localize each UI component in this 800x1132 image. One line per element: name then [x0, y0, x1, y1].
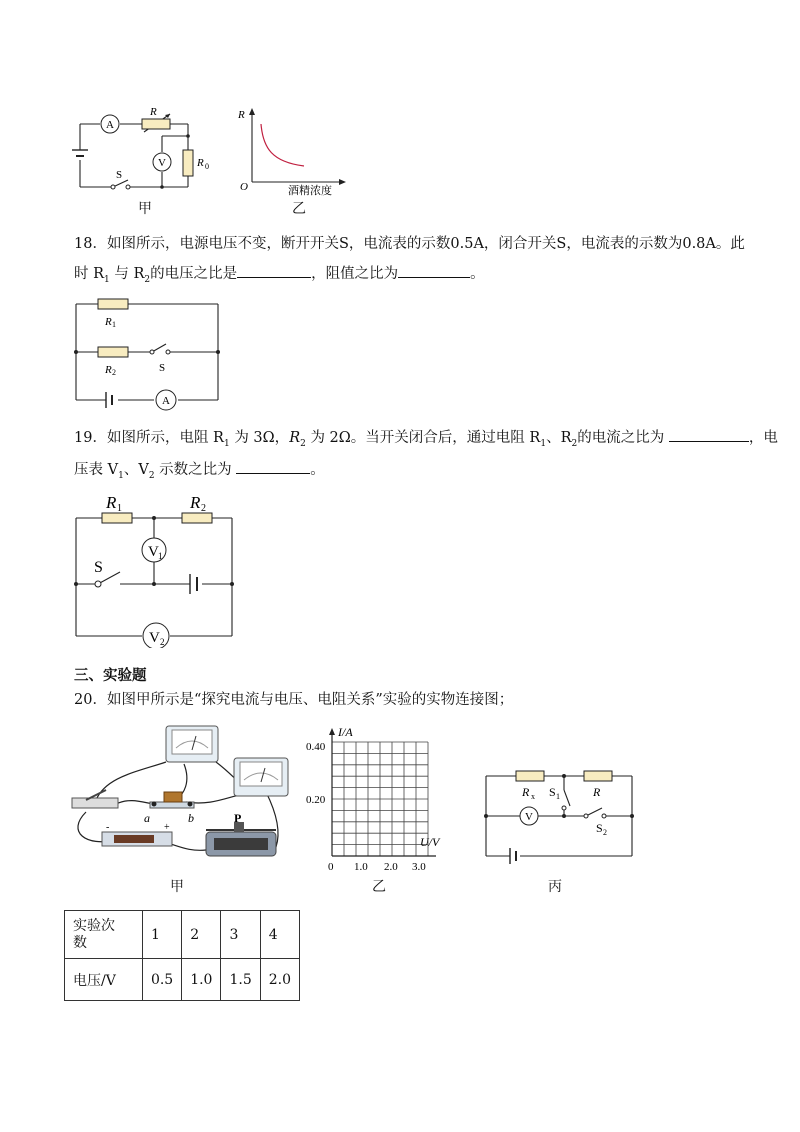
svg-text:S: S	[549, 785, 556, 799]
fig17-graph	[232, 104, 352, 196]
svg-text:A: A	[162, 395, 170, 407]
xtick-0: 0	[328, 861, 334, 873]
label-r: R	[150, 106, 157, 118]
section3-title: 三、实验题	[74, 668, 147, 684]
resistor-r2-icon	[182, 513, 212, 523]
ytick-040: 0.40	[306, 741, 326, 753]
svg-text:a: a	[144, 811, 150, 825]
svg-text:R: R	[593, 785, 601, 799]
resistor-device-icon	[164, 792, 182, 802]
q20-caption-middle: 乙	[372, 879, 386, 895]
table-cell: 1.0	[182, 959, 221, 1001]
svg-text:V: V	[148, 544, 159, 560]
q20-apparatus	[66, 722, 306, 872]
xtick-3: 3.0	[412, 861, 426, 873]
table-cell: 1.5	[221, 959, 260, 1001]
table-header-voltage: 电压/V	[65, 959, 143, 1001]
q20-line1: 20．如图甲所示是“探究电流与电压、电阻关系”实验的实物连接图；	[74, 692, 514, 708]
q20-data-table	[64, 910, 300, 1001]
q20-circuit	[476, 760, 646, 870]
ytick-020: 0.20	[306, 794, 326, 806]
resistor-r1-icon	[102, 513, 132, 523]
resistor-r-icon	[584, 771, 612, 781]
table-cell: 0.5	[142, 959, 181, 1001]
meter-a-label: A	[106, 119, 114, 131]
fig17-caption-right: 乙	[292, 201, 306, 217]
q18-blank-1[interactable]	[237, 259, 311, 278]
q18-line1: 18．如图所示，电源电压不变，断开开关S，电流表的示数0.5A，闭合开关S，电流表的示数为0.8A。此	[74, 236, 745, 252]
q20-grid-graph	[298, 722, 448, 874]
table-row	[65, 911, 300, 959]
meter-v-label: V	[158, 157, 166, 169]
svg-text:U/V: U/V	[420, 835, 440, 849]
svg-text:2: 2	[112, 368, 116, 377]
xtick-2: 2.0	[384, 861, 398, 873]
svg-text:R: R	[106, 493, 117, 512]
label-s: S	[116, 169, 123, 181]
svg-text:I/A: I/A	[338, 725, 353, 739]
svg-text:b: b	[188, 811, 194, 825]
q18-line2: 时 $R_1$ 与 $R_2$的电压之比是 ，阻值之比为 。	[74, 258, 485, 296]
resistor-r0-icon	[183, 150, 193, 176]
svg-text:S: S	[596, 821, 603, 835]
q19-circuit	[66, 488, 246, 648]
svg-text:R: R	[190, 493, 201, 512]
resistor-r2-icon	[98, 347, 128, 357]
table-header-trial: 实验次 数	[65, 911, 143, 959]
resistor-rx-icon	[516, 771, 544, 781]
svg-text:2: 2	[160, 637, 165, 647]
table-cell: 2	[182, 911, 221, 959]
svg-text:S: S	[94, 559, 103, 576]
svg-text:P: P	[234, 811, 242, 825]
resistance-curve	[261, 124, 304, 166]
svg-text:1: 1	[117, 503, 122, 514]
graph-y-label: R	[238, 109, 245, 121]
svg-text:R: R	[105, 316, 112, 328]
q19-line2: 压表 $V_1$、$V_2$ 示数之比为 。	[74, 454, 325, 492]
svg-text:1: 1	[556, 792, 560, 801]
svg-text:2: 2	[603, 828, 607, 837]
svg-text:+: +	[164, 822, 170, 833]
graph-x-label: 酒精浓度	[288, 185, 332, 196]
svg-text:V: V	[525, 811, 533, 823]
table-cell: 1	[142, 911, 181, 959]
table-cell: 3	[221, 911, 260, 959]
svg-text:2: 2	[201, 503, 206, 514]
svg-text:x: x	[531, 792, 535, 801]
q20-caption-right: 丙	[548, 879, 562, 895]
graph-origin: O	[240, 181, 248, 193]
svg-text:-: -	[106, 822, 110, 833]
q19-blank-2[interactable]	[236, 455, 310, 474]
table-cell: 2.0	[260, 959, 299, 1001]
q19-blank-1[interactable]	[669, 423, 749, 442]
q18-blank-2[interactable]	[398, 259, 470, 278]
svg-text:R: R	[105, 364, 112, 376]
svg-text:1: 1	[112, 320, 116, 329]
xtick-1: 1.0	[354, 861, 368, 873]
label-r0: R	[197, 157, 204, 169]
svg-text:1: 1	[158, 551, 163, 561]
label-r0-sub: 0	[205, 162, 209, 171]
table-row	[65, 959, 300, 1001]
fig17-caption-left: 甲	[138, 201, 152, 217]
q20-caption-left: 甲	[170, 879, 184, 895]
switch-device-icon	[72, 798, 118, 808]
rheostat-icon	[142, 119, 170, 129]
resistor-r1-icon	[98, 299, 128, 309]
fig17-circuit	[66, 100, 226, 200]
svg-text:S: S	[159, 362, 166, 374]
q18-circuit	[66, 292, 226, 414]
svg-text:V: V	[149, 630, 160, 646]
table-cell: 4	[260, 911, 299, 959]
svg-text:R: R	[522, 785, 530, 799]
q19-line1: 19．如图所示，电阻 $R_1$ 为 3Ω，$R_2$ 为 2Ω。当开关闭合后，通过电阻 $R_1$、$R_2$的电流之比为 ，电	[74, 422, 778, 460]
